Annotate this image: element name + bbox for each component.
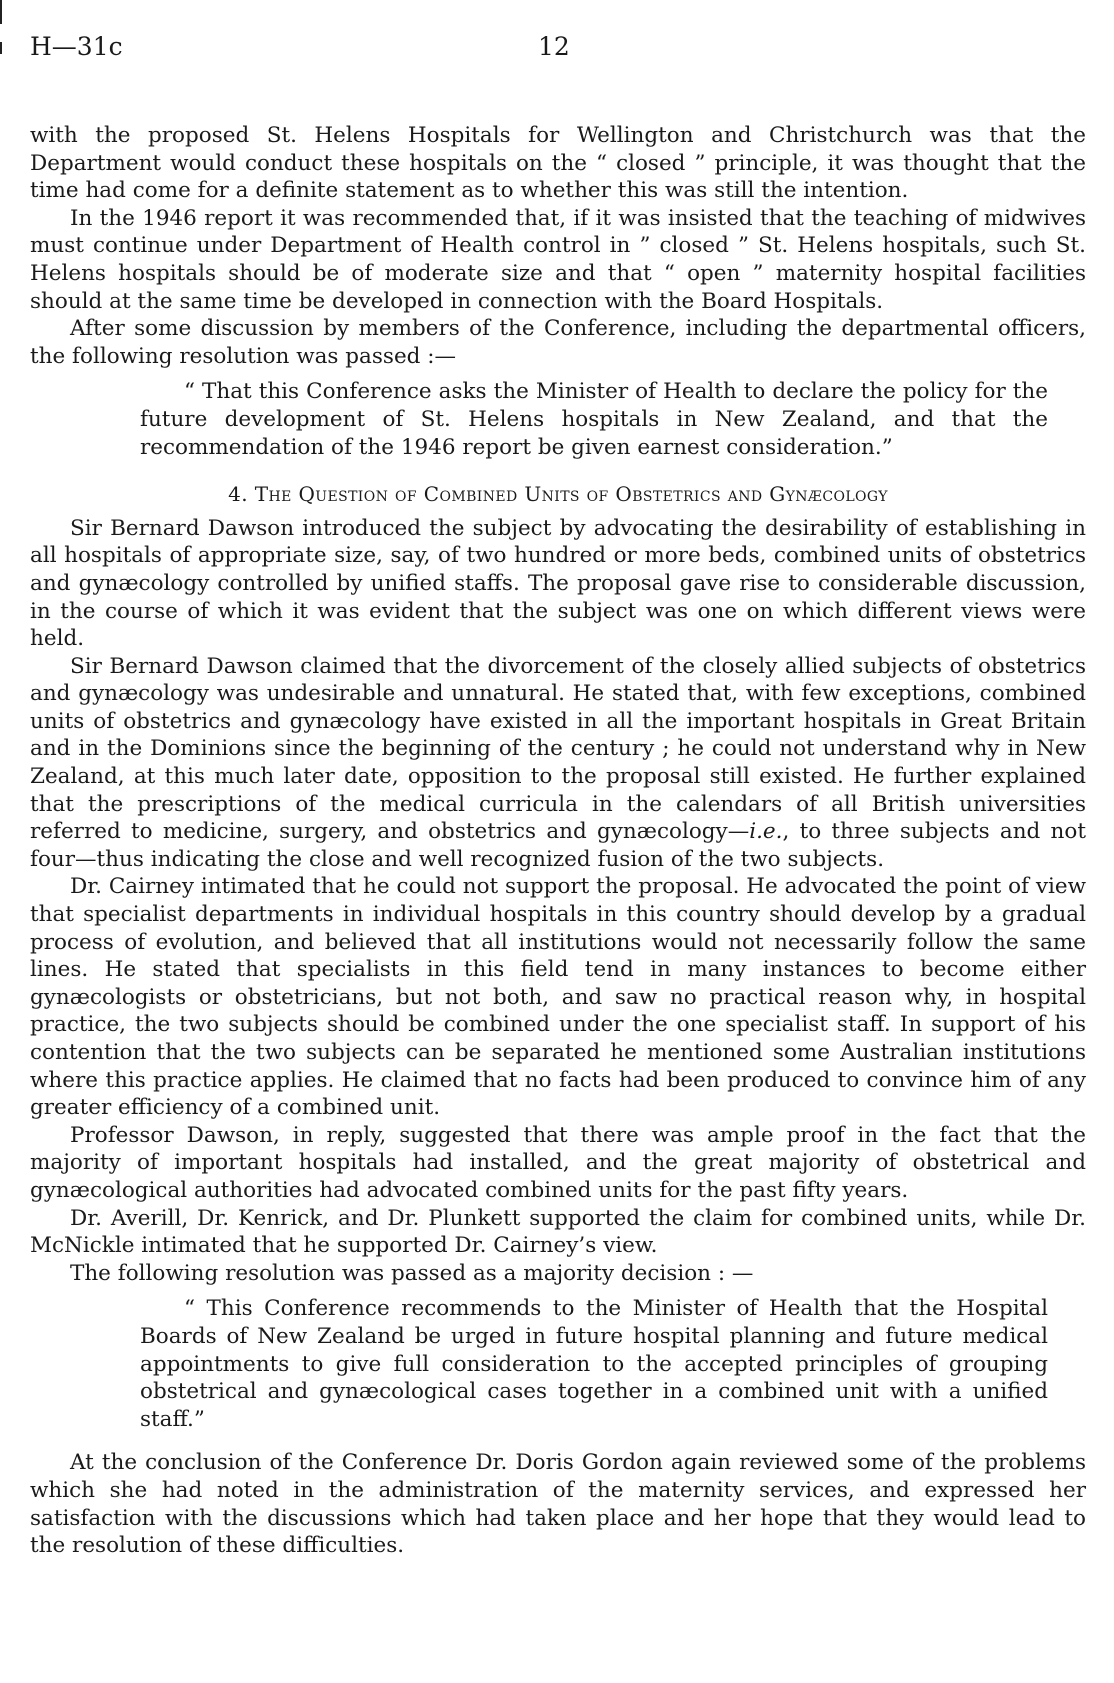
paragraph [30, 653, 1086, 874]
scan-edge-mark [0, 42, 2, 54]
paragraph: Dr. Averill, Dr. Kenrick, and Dr. Plunkett supported the claim for combined units, while Dr. McNickle intimated that he supported Dr. Cairney’s view. [30, 1205, 1086, 1259]
resolution-quote: “ That this Conference asks the Minister of Health to declare the policy for the future development of St. Helens hospitals in New Zealand, and that the recommendation of the 1946 report be given earnest consideration.” [140, 379, 1048, 460]
page-number: 12 [538, 32, 570, 61]
italic-abbreviation: i.e. [749, 819, 783, 845]
document-body [30, 122, 1086, 1560]
paragraph-text: Sir Bernard Dawson claimed that the divorcement of the closely allied subjects of obstetrics and gynæcology was undesirable and unnatural. He stated that, with few exceptions, combined units of obstetrics and gynæcology have existed in all the important hospitals in Great Britain and in the Dominions since the beginning of the century ; he could not understand why in New Zealand, at this much later date, opposition to the proposal still existed. He further explained that the prescriptions of the medical curricula in the calendars of all British universities referred to medicine, surgery, and obstetrics and gynæcology— [30, 653, 1086, 845]
paragraph: Dr. Cairney intimated that he could not support the proposal. He advocated the point of view that specialist departments in individual hospitals in this country should develop by a gradual process of evolution, and believed that all institutions would not necessarily follow the same lines. He stated that specialists in this field tend in many instances to become either gynæcologists or obstetricians, but not both, and saw no practical reason why, in hospital practice, the two subjects should be combined under the one specialist staff. In support of his contention that the two subjects can be separated he mentioned some Australian institutions where this practice applies. He claimed that no facts had been produced to convince him of any greater efficiency of a combined unit. [30, 874, 1086, 1121]
paragraph: At the conclusion of the Conference Dr. Doris Gordon again reviewed some of the problems which she had noted in the administration of the maternity services, and expressed her satisfaction with the discussions which had taken place and her hope that they would lead to the resolution of these difficulties. [30, 1450, 1086, 1559]
section-heading: 4. The Question of Combined Units of Obstetrics and Gynæcology [228, 482, 888, 507]
resolution-quote: “ This Conference recommends to the Minister of Health that the Hospital Boards of New Zealand be urged in future hospital planning and future medical appointments to give full consideration to the accepted principles of grouping obstetrical and gynæcological cases together in a combined unit with a unified staff.” [140, 1296, 1048, 1432]
paragraph: In the 1946 report it was recommended that, if it was insisted that the teaching of midwives must continue under Department of Health control in ” closed ” St. Helens hospitals, such St. Helens hospitals should be of moderate size and that “ open ” maternity hospital facilities should at the same time be developed in connection with the Board Hospitals. [30, 205, 1086, 314]
paragraph: Professor Dawson, in reply, suggested that there was ample proof in the fact that the majority of important hospitals had installed, and the great majority of obstetrical and gynæcological authorities had advocated combined units for the past fifty years. [30, 1122, 1086, 1203]
paragraph: Sir Bernard Dawson introduced the subject by advocating the desirability of establishing in all hospitals of appropriate size, say, of two hundred or more beds, combined units of obstetrics and gynæcology controlled by unified staffs. The proposal gave rise to considerable discussion, in the course of which it was evident that the subject was one on which different views were held. [30, 515, 1086, 652]
paragraph: The following resolution was passed as a majority decision : — [70, 1260, 754, 1286]
page-header [30, 32, 1086, 76]
paragraph-text: , to three subjects and not four—thus indicating the close and well recognized fusion of the two subjects. [30, 819, 1086, 872]
paragraph: with the proposed St. Helens Hospitals for Wellington and Christchurch was that the Department would conduct these hospitals on the “ closed ” principle, it was thought that the time had come for a definite statement as to whether this was still the intention. [30, 123, 1086, 204]
document-page [30, 32, 1086, 1560]
scan-edge-mark [0, 0, 2, 24]
document-series-code: H—31c [30, 32, 123, 61]
paragraph: After some discussion by members of the Conference, including the departmental officers, the following resolution was passed :— [30, 316, 1086, 369]
